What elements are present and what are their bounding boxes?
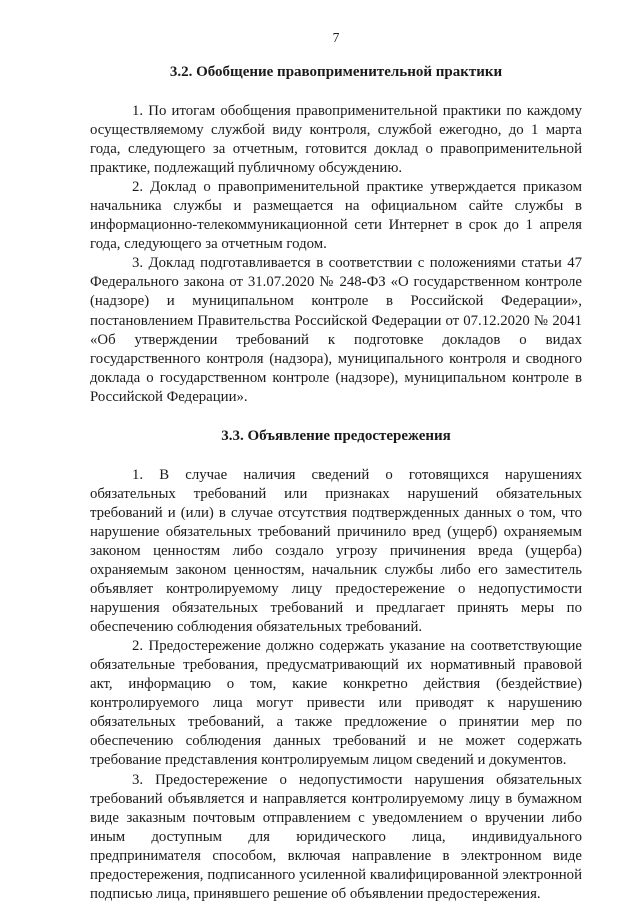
paragraph: 3. Доклад подготавливается в соответствии с положениями статьи 47 Федерального закона от 31.07.2020 № 248-ФЗ «О государственном контроле (надзоре) и муниципальном контроле в Российской Федерации», постановлением Правительства Российской Федерации от 07.12.2020 № 2041 «Об утверждении требований к подготовке докладов о видах государственного контроля (надзора), муниципального контроля и сводного доклада о государственном контроле (надзоре), муниципальном контроле в Российской Федерации». [90, 255, 582, 405]
section-3-2 [90, 63, 582, 407]
paragraph: 1. По итогам обобщения правоприменительной практики по каждому осуществляемому службой виду контроля, службой ежегодно, до 1 марта года, следующего за отчетным, готовится доклад о правоприменительной практике, подлежащий публичному обсуждению. [90, 103, 582, 177]
paragraph: 1. В случае наличия сведений о готовящихся нарушениях обязательных требований или признаках нарушений обязательных требований и (или) в случае отсутствия подтвержденных данных о том, что нарушение обязательных требований причинило вред (ущерб) охраняемым законом ценностям либо создало угрозу причинения вреда (ущерба) охраняемым законом ценностям, начальник службы либо его заместитель объявляет контролируемому лицу предостережение о недопустимости нарушения обязательных требований и предлагает принять меры по обеспечению соблюдения обязательных требований. [90, 466, 582, 636]
section-title: 3.2. Обобщение правоприменительной практики [169, 64, 503, 80]
page-number: 7 [332, 30, 340, 45]
paragraph: 2. Предостережение должно содержать указание на соответствующие обязательные требования, предусматривающий их нормативный правовой акт, информацию о том, какие конкретно действия (бездействие) контролируемого лица могут привести или приводят к нарушению обязательных требований, а также предложение о принятии мер по обеспечению соблюдения данных требований и не может содержать требование представления контролируемым лицом сведений и документов. [90, 638, 582, 769]
paragraph: 2. Доклад о правоприменительной практике утверждается приказом начальника службы и размещается на официальном сайте службы в информационно-телекоммуникационной сети Интернет в срок до 1 апреля года, следующего за отчетным годом. [90, 179, 582, 253]
section-3-3 [90, 427, 582, 904]
section-title: 3.3. Объявление предостережения [221, 427, 451, 444]
paragraph: 3. Предостережение о недопустимости нарушения обязательных требований объявляется и направляется контролируемому лицу в бумажном виде заказным почтовым отправлением с уведомлением о вручении либо иным доступным для юридического лица, индивидуального предпринимателя способом, включая направление в электронном виде предостережения, подписанного усиленной квалифицированной электронной подписью лица, принявшего решение об объявлении предостережения. [90, 771, 582, 902]
